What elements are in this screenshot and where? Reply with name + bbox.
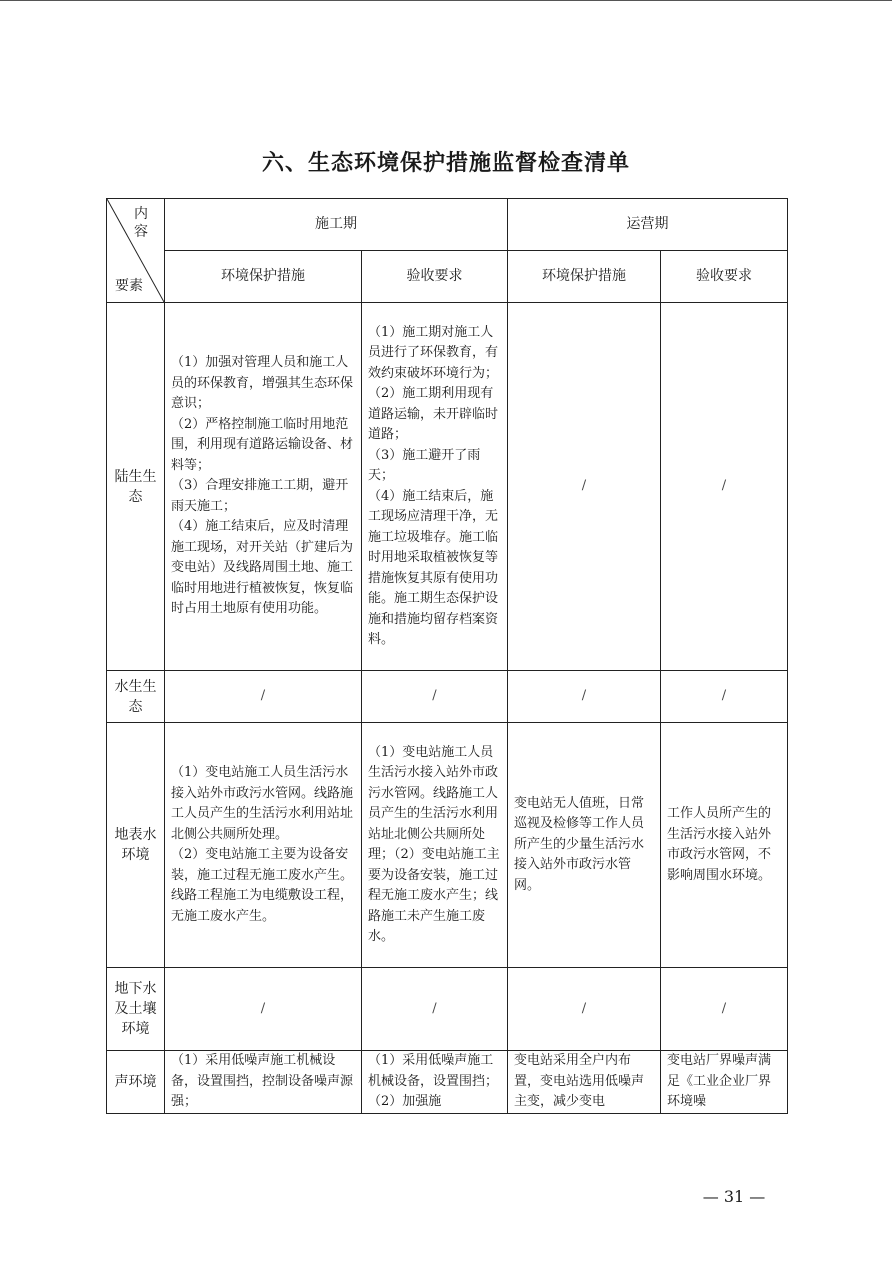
operation-acceptance-cell — [661, 723, 788, 968]
operation-measures-cell — [508, 723, 661, 968]
corner-label-content: 内容 — [134, 206, 148, 240]
corner-header-cell — [107, 199, 165, 303]
paragraph: （2）变电站施工主要为设备安装，施工过程无施工废水产生。线路工程施工为电缆敷设工程，无施工废水产生。 — [171, 847, 354, 924]
header-construction-acceptance: 验收要求 — [362, 251, 508, 303]
operation-measures-cell: / — [508, 303, 661, 671]
paragraph: （1）采用低噪声施工机械设备，设置围挡；（2）加强施 — [368, 1053, 499, 1109]
operation-acceptance-cell: / — [661, 671, 788, 723]
paragraph: （2）施工期利用现有道路运输，未开辟临时道路； — [368, 386, 499, 442]
paragraph: （1）采用低噪声施工机械设备，设置围挡，控制设备噪声源强； — [171, 1053, 354, 1109]
inspection-checklist-table — [106, 198, 788, 1114]
paragraph: （1）施工期对施工人员进行了环保教育，有效约束破坏环境行为； — [368, 324, 499, 381]
table-row — [107, 723, 788, 968]
construction-acceptance-cell — [362, 1051, 508, 1114]
paragraph: 变电站厂界噪声满足《工业企业厂界环境噪 — [667, 1053, 772, 1109]
element-cell: 陆生生态 — [107, 303, 165, 671]
construction-measures-cell — [165, 1051, 362, 1114]
construction-acceptance-cell: / — [362, 671, 508, 723]
top-rule — [0, 0, 892, 1]
header-row-1 — [107, 199, 788, 251]
paragraph: （1）变电站施工人员生活污水接入站外市政污水管网。线路施工人员产生的生活污水利用站址北侧公共厕所处理。 — [171, 765, 354, 842]
paragraph: 工作人员所产生的生活污水接入站外市政污水管网，不影响周围水环境。 — [667, 806, 772, 883]
table-row — [107, 303, 788, 671]
table-row — [107, 671, 788, 723]
element-cell: 地表水环境 — [107, 723, 165, 968]
paragraph: 变电站无人值班，日常巡视及检修等工作人员所产生的少量生活污水接入站外市政污水管网。 — [514, 795, 645, 893]
table-row — [107, 968, 788, 1051]
corner-label-element: 要素 — [115, 277, 143, 294]
construction-measures-cell: / — [165, 968, 362, 1051]
table-row — [107, 1051, 788, 1114]
header-operation-acceptance: 验收要求 — [661, 251, 788, 303]
page-number: — 31 — — [702, 1187, 766, 1206]
construction-measures-cell — [165, 723, 362, 968]
construction-measures-cell — [165, 303, 362, 671]
header-row-2 — [107, 251, 788, 303]
construction-acceptance-cell: / — [362, 968, 508, 1051]
construction-acceptance-cell — [362, 723, 508, 968]
header-operation-period: 运营期 — [508, 199, 788, 251]
construction-acceptance-cell — [362, 303, 508, 671]
paragraph: （2）严格控制施工临时用地范围，利用现有道路运输设备、材料等； — [171, 416, 354, 473]
operation-measures-cell: / — [508, 968, 661, 1051]
header-operation-measures: 环境保护措施 — [508, 251, 661, 303]
operation-measures-cell — [508, 1051, 661, 1114]
element-cell: 声环境 — [107, 1051, 165, 1114]
paragraph: （3）合理安排施工工期，避开雨天施工； — [171, 478, 349, 514]
paragraph: （4）施工结束后，施工现场应清理干净，无施工垃圾堆存。施工临时用地采取植被恢复等措施恢复其原有使用功能。施工期生态保护设施和措施均留存档案资料。 — [368, 488, 499, 647]
construction-measures-cell: / — [165, 671, 362, 723]
paragraph: （1）变电站施工人员生活污水接入站外市政污水管网。线路施工人员产生的生活污水利用站址北侧公共厕所处理；（2）变电站施工主要为设备安装，施工过程无施工废水产生；线路施工未产生施工废水。 — [368, 744, 500, 944]
page-title: 六、生态环境保护措施监督检查清单 — [261, 151, 630, 176]
operation-acceptance-cell: / — [661, 968, 788, 1051]
paragraph: 变电站采用全户内布置，变电站选用低噪声主变，减少变电 — [514, 1053, 645, 1109]
paragraph: （4）施工结束后，应及时清理施工现场，对开关站（扩建后为变电站）及线路周围土地、施工临时用地进行植被恢复，恢复临时占用土地原有使用功能。 — [171, 519, 354, 617]
paragraph: （1）加强对管理人员和施工人员的环保教育，增强其生态环保意识； — [171, 355, 354, 412]
operation-acceptance-cell: / — [661, 303, 788, 671]
element-cell: 地下水及土壤环境 — [107, 968, 165, 1051]
paragraph: （3）施工避开了雨天； — [368, 447, 481, 483]
operation-acceptance-cell — [661, 1051, 788, 1114]
header-construction-measures: 环境保护措施 — [165, 251, 362, 303]
operation-measures-cell: / — [508, 671, 661, 723]
header-construction-period: 施工期 — [165, 199, 508, 251]
element-cell: 水生生态 — [107, 671, 165, 723]
